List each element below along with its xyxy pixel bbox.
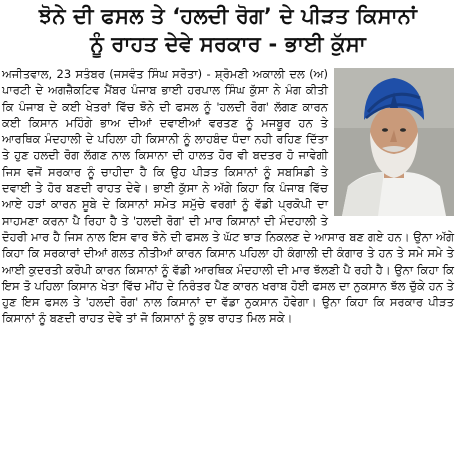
- article-body: [2, 66, 454, 327]
- portrait-photo-icon: [334, 68, 454, 216]
- headline: [6, 2, 450, 58]
- portrait-photo: [334, 68, 454, 216]
- headline-line-2: ਨੂੰ ਰਾਹਤ ਦੇਵੇ ਸਰਕਾਰ - ਭਾਈ ਕੁੱਸਾ: [90, 32, 366, 56]
- article-dateline: ਅਜੀਤਵਾਲ, 23 ਸਤੰਬਰ (ਜਸਵੰਤ ਸਿੰਘ ਸਰੋਤਾ) -: [2, 67, 216, 81]
- headline-line-1: ਝੋਨੇ ਦੀ ਫਸਲ ਤੇ ‘ਹਲਦੀ ਰੋਗ’ ਦੇ ਪੀੜਤ ਕਿਸਾਨਾਂ: [38, 4, 418, 28]
- article-text: ਸ਼੍ਰੋਮਣੀ ਅਕਾਲੀ ਦਲ (ਅ) ਪਾਰਟੀ ਦੇ ਅਗਜ਼ੈਕਟਿਵ ਮੈਂਬਰ ਪੰਜਾਬ ਭਾਈ ਹਰਪਾਲ ਸਿੰਘ ਕੁੱਸਾ ਨੇ ਮੰਗ ਕੀਤੀ ਕਿ ਪੰਜਾਬ ਦੇ ਕਈ ਖੇਤਰਾਂ ਵਿੱਚ ਝੋਨੇ ਦੀ ਫਸਲ ਨੂੰ 'ਹਲਦੀ ਰੋਗ' ਲੱਗਣ ਕਾਰਨ ਕਈ ਕਿਸਾਨ ਮਹਿੰਗੇ ਭਾਅ ਦੀਆਂ ਦਵਾਈਆਂ ਵਰਤਣ ਨੂੰ ਮਜਬੂਰ ਹਨ ਤੇ ਆਰਥਿਕ ਮੰਦਹਾਲੀ ਦੇ ਪਹਿਲਾ ਹੀ ਕਿਸਾਨੀ ਨੂੰ ਲਾਹਬੰਦ ਧੰਦਾ ਨਹੀ ਰਹਿਣ ਦਿੱਤਾ ਤੇ ਹੁਣ ਹਲਦੀ ਰੋਗ ਲੱਗਣ ਨਾਲ ਕਿਸਾਨਾ ਦੀ ਹਾਲਤ ਹੋਰ ਵੀ ਬਦਤਰ ਹੋ ਜਾਵੇਗੀ ਜਿਸ ਵਜੋਂ ਸਰਕਾਰ ਨੂੰ ਚਾਹੀਦਾ ਹੈ ਕਿ ਉਹ ਪੀੜਤ ਕਿਸਾਨਾਂ ਨੂੰ ਸਬਸਿਡੀ ਤੇ ਦਵਾਈ ਤੇ ਹੋਰ ਬਣਦੀ ਰਾਹਤ ਦੇਵੇ। ਭਾਈ ਕੁੱਸਾ ਨੇ ਅੱਗੇ ਕਿਹਾ ਕਿ ਪੰਜਾਬ ਵਿੱਚ ਆਏ ਹੜਾਂ ਕਾਰਨ ਸੂਬੇ ਦੇ ਕਿਸਾਨਾਂ ਸਮੇਤ ਸਮੁੱਚੇ ਵਰਗਾਂ ਨੂੰ ਵੱਡੀ ਪ੍ਰਕੋਪੀ ਦਾ ਸਾਹਮਣਾ ਕਰਨਾ ਪੈ ਰਿਹਾ ਹੈ ਤੇ 'ਹਲਦੀ ਰੋਗ' ਦੀ ਮਾਰ ਕਿਸਾਨਾਂ ਦੀ ਮੰਦਹਾਲੀ ਤੇ ਦੋਹਰੀ ਮਾਰ ਹੈ ਜਿਸ ਨਾਲ ਇਸ ਵਾਰ ਝੋਨੇ ਦੀ ਫਸਲ ਤੇ ਘੱਟ ਝਾੜ ਨਿਕਲਣ ਦੇ ਆਸਾਰ ਬਣ ਗਏ ਹਨ। ਉਨਾ ਅੱਗੇ ਕਿਹਾ ਕਿ ਸਰਕਾਰਾਂ ਦੀਆਂ ਗਲਤ ਨੀਤੀਆਂ ਕਾਰਨ ਕਿਸਾਨ ਪਹਿਲਾ ਹੀ ਕੰਗਾਲੀ ਦੀ ਕੰਗਾਰ ਤੇ ਹਨ ਤੇ ਸਮੇ ਸਮੇ ਤੇ ਆਈ ਕੁਦਰਤੀ ਕਰੋਪੀ ਕਾਰਨ ਕਿਸਾਨਾਂ ਨੂੰ ਵੱਡੀ ਆਰਥਿਕ ਮੰਦਹਾਲੀ ਦੀ ਮਾਰ ਝੱਲਣੀ ਪੈ ਰਹੀ ਹੈ। ਉਨਾ ਕਿਹਾ ਕਿ ਇਸ ਤੋ ਪਹਿਲਾ ਕਿਸਾਨ ਖੇਤਾ ਵਿੱਚ ਮੀਂਹ ਦੇ ਨਿਰੰਤਰ ਪੈਣ ਕਾਰਨ ਖਰਾਬ ਹੋਈ ਫਸਲ ਦਾ ਨੁਕਸਾਨ ਝੱਲ ਚੁੱਕੇ ਹਨ ਤੇ ਹੁਣ ਇਸ ਫਸਲ ਤੇ 'ਹਲਦੀ ਰੋਗ' ਨਾਲ ਕਿਸਾਨਾਂ ਦਾ ਵੱਡਾ ਨੁਕਸਾਨ ਹੋਵੇਗਾ। ਉਨਾ ਕਿਹਾ ਕਿ ਸਰਕਾਰ ਪੀੜਤ ਕਿਸਾਨਾਂ ਨੂੰ ਬਣਦੀ ਰਾਹਤ ਦੇਵੇ ਤਾਂ ਜੋ ਕਿਸਾਨਾਂ ਨੂੰ ਕੁਝ ਰਾਹਤ ਮਿਲ ਸਕੇ।: [2, 67, 454, 326]
